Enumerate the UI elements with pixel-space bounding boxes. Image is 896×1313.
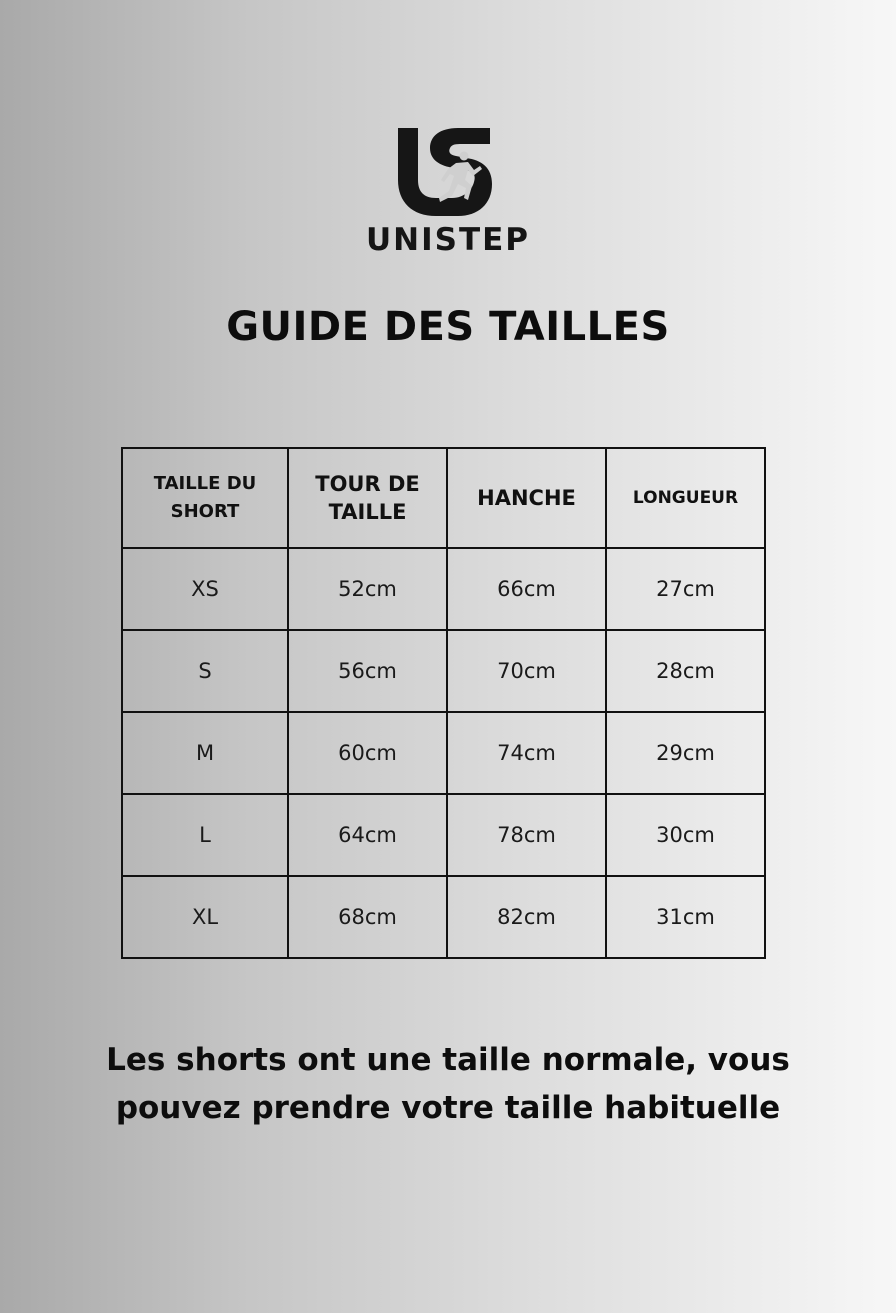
- size-table: [121, 447, 766, 959]
- us-runner-logo-icon: [396, 126, 494, 218]
- cell-hip: 66cm: [447, 548, 606, 630]
- cell-size: M: [122, 712, 288, 794]
- cell-size: S: [122, 630, 288, 712]
- cell-hip: 70cm: [447, 630, 606, 712]
- cell-hip: 82cm: [447, 876, 606, 958]
- cell-hip: 78cm: [447, 794, 606, 876]
- cell-waist: 64cm: [288, 794, 447, 876]
- cell-length: 29cm: [606, 712, 765, 794]
- cell-hip: 74cm: [447, 712, 606, 794]
- cell-size: L: [122, 794, 288, 876]
- page-title: GUIDE DES TAILLES: [226, 304, 670, 350]
- table-row: [122, 794, 765, 876]
- sizing-note: [0, 1036, 896, 1132]
- table-row: [122, 712, 765, 794]
- column-header-hip: HANCHE: [447, 448, 606, 548]
- cell-length: 31cm: [606, 876, 765, 958]
- table-header-row: [122, 448, 765, 548]
- brand-name: UNISTEP: [365, 222, 531, 258]
- column-header-size: TAILLE DU SHORT: [122, 448, 288, 548]
- cell-waist: 56cm: [288, 630, 447, 712]
- table-row: [122, 548, 765, 630]
- cell-length: 28cm: [606, 630, 765, 712]
- cell-size: XS: [122, 548, 288, 630]
- cell-waist: 52cm: [288, 548, 447, 630]
- sizing-note-line-2: pouvez prendre votre taille habituelle: [115, 1090, 781, 1126]
- column-header-length: LONGUEUR: [606, 448, 765, 548]
- cell-waist: 60cm: [288, 712, 447, 794]
- cell-length: 30cm: [606, 794, 765, 876]
- table-row: [122, 876, 765, 958]
- sizing-note-line-1: Les shorts ont une taille normale, vous: [106, 1042, 790, 1078]
- cell-size: XL: [122, 876, 288, 958]
- cell-waist: 68cm: [288, 876, 447, 958]
- column-header-waist: TOUR DE TAILLE: [288, 448, 447, 548]
- table-row: [122, 630, 765, 712]
- cell-length: 27cm: [606, 548, 765, 630]
